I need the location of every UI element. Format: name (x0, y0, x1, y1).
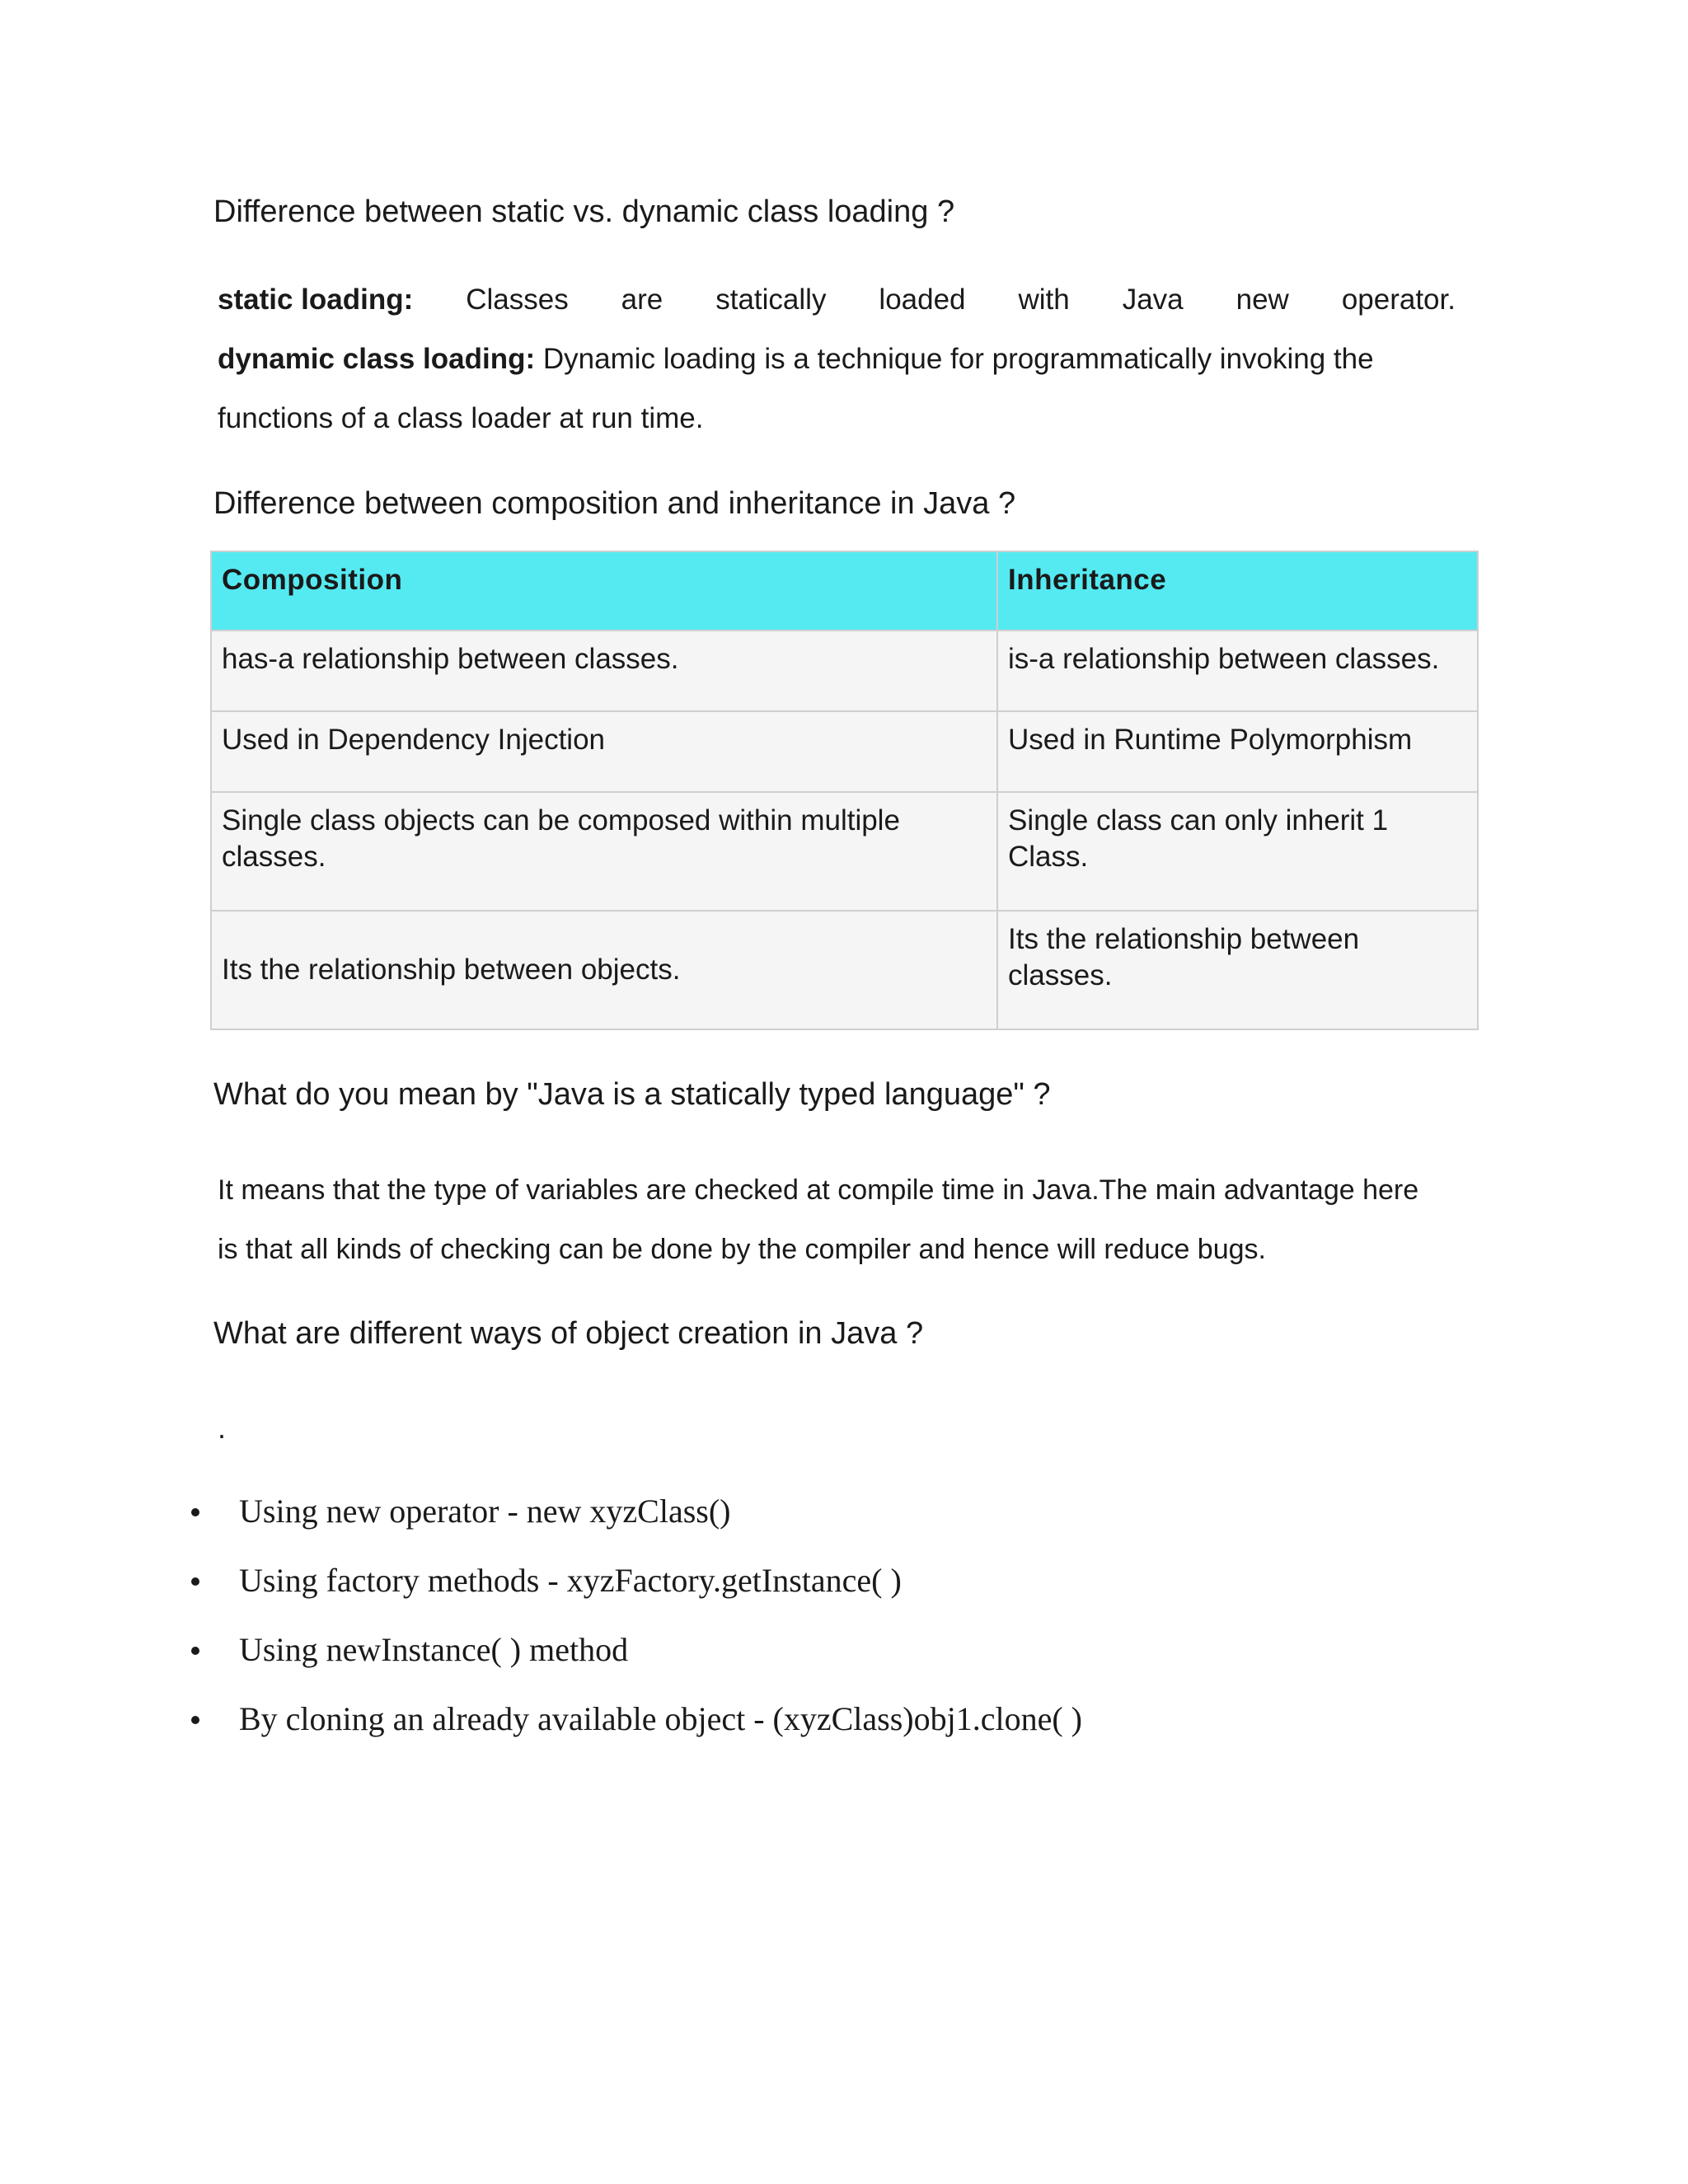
table-row (211, 792, 1478, 911)
static-loading-label: static loading: (218, 284, 414, 316)
statically-typed-line: is that all kinds of checking can be done by the compiler and hence will reduce bugs. (218, 1234, 1266, 1265)
column-header-composition: Composition (211, 551, 997, 630)
bullet-icon (191, 1577, 199, 1586)
table-cell: Its the relationship between objects. (211, 911, 997, 1029)
table-cell: Single class can only inherit 1 Class. (997, 792, 1478, 911)
heading-composition-vs-inheritance: Difference between composition and inheritance in Java ? (213, 486, 1016, 521)
heading-statically-typed: What do you mean by "Java is a statically typed language" ? (213, 1077, 1051, 1112)
list-item-text: Using factory methods - xyzFactory.getInstance( ) (239, 1562, 902, 1599)
static-word: Classes (466, 284, 569, 316)
heading-object-creation: What are different ways of object creation in Java ? (213, 1316, 924, 1351)
heading-static-vs-dynamic: Difference between static vs. dynamic class loading ? (213, 194, 955, 229)
static-word: operator. (1341, 284, 1456, 316)
dynamic-loading-line (218, 330, 1456, 389)
static-dynamic-paragraph (218, 270, 1456, 448)
column-header-inheritance: Inheritance (997, 551, 1478, 630)
table-cell: has-a relationship between classes. (211, 630, 997, 711)
list-item (188, 1561, 1082, 1630)
object-creation-list (188, 1492, 1082, 1769)
list-item (188, 1699, 1082, 1769)
bullet-icon (191, 1716, 199, 1724)
statically-typed-paragraph (218, 1160, 1470, 1279)
table-row (211, 911, 1478, 1029)
comparison-table (210, 551, 1479, 1030)
table-row (211, 630, 1478, 711)
list-item (188, 1630, 1082, 1699)
statically-typed-line: It means that the type of variables are checked at compile time in Java.The main advantage here (218, 1174, 1419, 1206)
dynamic-loading-label: dynamic class loading: (218, 343, 536, 375)
bullet-icon (191, 1508, 199, 1516)
static-word: loaded (879, 284, 966, 316)
static-word: with (1018, 284, 1070, 316)
table-cell: is-a relationship between classes. (997, 630, 1478, 711)
table-cell: Single class objects can be composed within multiple classes. (211, 792, 997, 911)
bullet-icon (191, 1647, 199, 1655)
static-word: are (621, 284, 663, 316)
list-item-text: Using new operator - new xyzClass() (239, 1493, 731, 1530)
static-word: statically (715, 284, 827, 316)
static-word: new (1236, 284, 1289, 316)
list-item (188, 1492, 1082, 1561)
list-item-text: Using newInstance( ) method (239, 1631, 629, 1668)
static-loading-line (218, 270, 1456, 330)
dynamic-loading-text: Dynamic loading is a technique for programmatically invoking the (542, 343, 1374, 375)
list-item-text: By cloning an already available object - (xyzClass)obj1.clone( ) (239, 1700, 1082, 1737)
dynamic-loading-text-cont: functions of a class loader at run time. (218, 402, 704, 434)
table-cell: Its the relationship between classes. (997, 911, 1478, 1029)
table-cell: Used in Runtime Polymorphism (997, 711, 1478, 792)
table-cell: Used in Dependency Injection (211, 711, 997, 792)
table-header-row (211, 551, 1478, 630)
stray-period: . (218, 1411, 227, 1445)
static-word: Java (1122, 284, 1184, 316)
table-row (211, 711, 1478, 792)
